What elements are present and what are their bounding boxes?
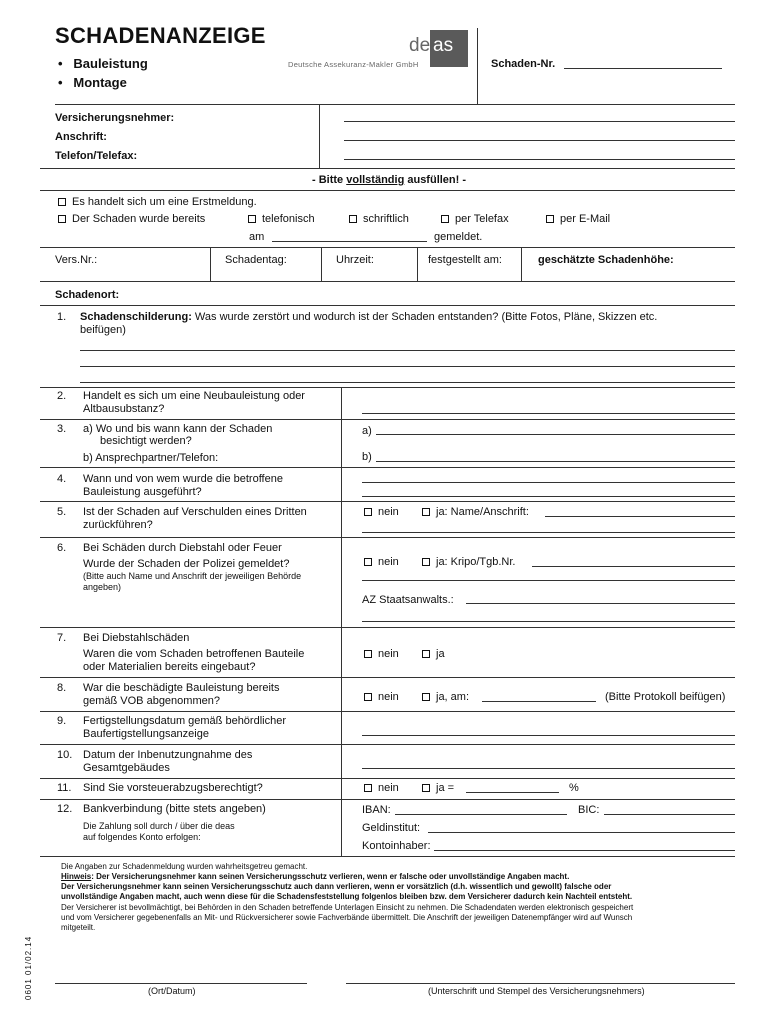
q5-anschrift-field[interactable] (362, 532, 735, 533)
q11-number: 11. (57, 782, 72, 794)
q3-number: 3. (57, 423, 67, 435)
q1-answer-line-2[interactable] (80, 366, 735, 367)
ausfuellen-banner: - Bitte vollständig ausfüllen! - (312, 174, 467, 186)
divider (40, 799, 735, 800)
q6-line-1: Bei Schäden durch Diebstahl oder Feuer (83, 542, 282, 554)
footer-hinweis: Hinweis: Der Versicherungsnehmer kann seinen Versicherungsschutz verlieren, wenn er falsche oder unvollständige Angaben macht. (61, 872, 570, 881)
checkbox-schriftlich[interactable]: schriftlich (349, 213, 409, 226)
q6-hint-2: angeben) (83, 582, 122, 592)
divider (40, 744, 735, 745)
divider (40, 677, 735, 678)
q5-line-1: Ist der Schaden auf Verschulden eines Dritten (83, 506, 307, 518)
q8-checkbox-ja[interactable]: ja, am: (422, 691, 469, 704)
checkbox-bereits-gemeldet[interactable]: Der Schaden wurde bereits (58, 213, 205, 226)
q2-line-2: Altbausubstanz? (83, 403, 165, 415)
q10-line-2: Gesamtgebäudes (83, 762, 170, 774)
q6-hint-1: (Bitte auch Name und Anschrift der jeweiligen Behörde (83, 571, 302, 581)
q11-percent-sign: % (569, 782, 579, 794)
q8-number: 8. (57, 682, 67, 694)
header-divider (477, 28, 478, 104)
checkbox-telefonisch[interactable]: telefonisch (248, 213, 315, 226)
bullet-montage: • Montage (58, 75, 127, 90)
schaden-nr-label: Schaden-Nr. (491, 58, 556, 70)
am-label: am (249, 231, 265, 243)
unterschrift-field[interactable] (346, 983, 735, 984)
anschrift-label: Anschrift: (55, 131, 107, 143)
divider (40, 387, 735, 388)
q1-number: 1. (57, 311, 67, 323)
q6-number: 6. (57, 542, 67, 554)
schadenort-label: Schadenort: (55, 289, 120, 301)
q5-checkbox-nein[interactable]: nein (364, 506, 399, 519)
iban-label: IBAN: (362, 804, 391, 816)
telefon-label: Telefon/Telefax: (55, 150, 138, 162)
versicherungsnehmer-label: Versicherungsnehmer: (55, 112, 175, 124)
q6-az-field[interactable] (466, 603, 735, 604)
q3-a-line-2: besichtigt werden? (100, 435, 192, 447)
q6-answer-line[interactable] (362, 580, 735, 581)
gemeldet-label: gemeldet. (434, 231, 483, 243)
q10-line-1: Datum der Inbenutzungnahme des (83, 749, 253, 761)
divider (40, 501, 735, 502)
ort-datum-field[interactable] (55, 983, 307, 984)
q8-abnahme-date-field[interactable] (482, 701, 596, 702)
versicherungsnehmer-field[interactable] (344, 121, 735, 122)
q4-line-2: Bauleistung ausgeführt? (83, 486, 202, 498)
q5-checkbox-ja[interactable]: ja: Name/Anschrift: (422, 506, 529, 519)
q11-line-1: Sind Sie vorsteuerabzugsberechtigt? (83, 782, 263, 794)
q8-line-1: War die beschädigte Bauleistung bereits (83, 682, 280, 694)
q9-line-2: Baufertigstellungsanzeige (83, 728, 209, 740)
q3-answer-a-field[interactable] (376, 434, 735, 435)
q6-kripo-field[interactable] (532, 566, 735, 567)
q8-line-2: gemäß VOB abgenommen? (83, 695, 220, 707)
divider (40, 168, 735, 169)
uhrzeit-label: Uhrzeit: (336, 254, 374, 266)
divider (40, 467, 735, 468)
divider (40, 305, 735, 306)
q9-number: 9. (57, 715, 67, 727)
divider (40, 537, 735, 538)
q9-answer-field[interactable] (362, 735, 735, 736)
iban-field[interactable] (395, 814, 567, 815)
checkbox-per-email[interactable]: per E-Mail (546, 213, 610, 226)
q12-line-1: Bankverbindung (bitte stets angeben) (83, 803, 266, 815)
footer-line-1: Die Angaben zur Schadenmeldung wurden wahrheitsgetreu gemacht. (61, 862, 308, 871)
logo-text-as: as (433, 35, 454, 56)
q11-checkbox-nein[interactable]: nein (364, 782, 399, 795)
q1-question-cont: beifügen) (80, 324, 126, 336)
divider (40, 627, 735, 628)
logo-text-de: de (409, 35, 431, 56)
kontoinhaber-label: Kontoinhaber: (362, 840, 431, 852)
divider (319, 104, 320, 168)
kontoinhaber-field[interactable] (434, 850, 735, 851)
q11-prozent-field[interactable] (466, 792, 559, 793)
divider (417, 247, 418, 281)
schaden-nr-field[interactable] (564, 68, 722, 69)
vers-nr-label: Vers.Nr.: (55, 254, 98, 266)
q4-answer-line-1[interactable] (362, 482, 735, 483)
divider (40, 419, 735, 420)
gemeldet-am-field[interactable] (272, 241, 427, 242)
q5-line-2: zurückführen? (83, 519, 153, 531)
q5-name-field[interactable] (545, 516, 735, 517)
divider (321, 247, 322, 281)
q7-checkbox-nein[interactable]: nein (364, 648, 399, 661)
divider (210, 247, 211, 281)
divider (521, 247, 522, 281)
form-title: SCHADENANZEIGE (55, 23, 266, 48)
q7-checkbox-ja[interactable]: ja (422, 648, 445, 661)
geldinstitut-field[interactable] (428, 832, 735, 833)
q11-checkbox-ja[interactable]: ja = (422, 782, 454, 795)
bic-field[interactable] (604, 814, 735, 815)
divider (40, 281, 735, 282)
column-divider (341, 387, 342, 856)
divider (40, 247, 735, 248)
footer-line-7: mitgeteilt. (61, 923, 96, 932)
q8-checkbox-nein[interactable]: nein (364, 691, 399, 704)
bic-label: BIC: (578, 804, 600, 816)
q6-checkbox-nein[interactable]: nein (364, 556, 399, 569)
q6-az-line-2[interactable] (362, 621, 735, 622)
divider (40, 711, 735, 712)
q3-b-label: b) Ansprechpartner/Telefon: (83, 452, 219, 464)
q12-hint-1: Die Zahlung soll durch / über die deas (83, 821, 235, 831)
q4-line-1: Wann und von wem wurde die betroffene (83, 473, 283, 485)
q3-answer-b-field[interactable] (376, 461, 735, 462)
footer-line-5: Der Versicherer ist bevollmächtigt, bei Behörden in den Schaden betreffende Unterlagen Einsicht zu nehmen. Die Schadendaten werden elektronisch gespeichert (61, 903, 634, 912)
q1-answer-line-3[interactable] (80, 382, 735, 383)
schadentag-label: Schadentag: (225, 254, 287, 266)
divider (40, 856, 735, 857)
q6-line-2: Wurde der Schaden der Polizei gemeldet? (83, 558, 290, 570)
bullet-bauleistung: • Bauleistung (58, 56, 148, 71)
q8-protokoll-hint: (Bitte Protokoll beifügen) (605, 691, 726, 703)
form-code: 0601 01/02.14 (24, 935, 33, 1000)
q7-line-1: Bei Diebstahlschäden (83, 632, 190, 644)
logo-subtitle: Deutsche Assekuranz-Makler GmbH (288, 60, 419, 69)
q6-az-label: AZ Staatsanwalts.: (362, 594, 454, 606)
q7-line-2: Waren die vom Schaden betroffenen Bauteile (83, 648, 305, 660)
q3-answer-a-label: a) (362, 425, 372, 437)
q7-line-3: oder Materialien bereits eingebaut? (83, 661, 256, 673)
q10-answer-field[interactable] (362, 768, 735, 769)
telefon-field[interactable] (344, 159, 735, 160)
q4-answer-line-2[interactable] (362, 496, 735, 497)
q9-line-1: Fertigstellungsdatum gemäß behördlicher (83, 715, 286, 727)
geldinstitut-label: Geldinstitut: (362, 822, 421, 834)
divider (40, 778, 735, 779)
q12-number: 12. (57, 803, 73, 815)
footer-line-3: Der Versicherungsnehmer kann seinen Versicherungsschutz auch dann verlieren, wenn er vorsätzlich (d.h. wissentlich und gewollt) falsche oder (61, 882, 612, 891)
schadenhoehe-label: geschätzte Schadenhöhe: (538, 254, 674, 266)
q4-number: 4. (57, 473, 67, 485)
footer-line-4: unvollständige Angaben macht, auch wenn diese für die Schadensfeststellung folgenlos bleiben bzw. dem Versicherer dadurch kein Nachteil entsteht. (61, 892, 633, 901)
checkbox-erstmeldung[interactable]: Es handelt sich um eine Erstmeldung. (58, 196, 257, 209)
ort-datum-label: (Ort/Datum) (148, 986, 196, 996)
divider (40, 190, 735, 191)
q7-number: 7. (57, 632, 67, 644)
q10-number: 10. (57, 749, 73, 761)
q6-checkbox-ja[interactable]: ja: Kripo/Tgb.Nr. (422, 556, 515, 569)
q5-number: 5. (57, 506, 67, 518)
q3-a-line-1: a) Wo und bis wann kann der Schaden (83, 423, 273, 435)
anschrift-field[interactable] (344, 140, 735, 141)
unterschrift-label: (Unterschrift und Stempel des Versicherungsnehmers) (428, 986, 645, 996)
q2-number: 2. (57, 390, 67, 402)
footer-line-6: und vom Versicherer gegebenenfalls an Mit- und Rückversicherer sowie Fachverbände übermittelt. Die Anschrift der jeweiligen Datenempfänger wird auf Wunsch (61, 913, 633, 922)
q2-line-1: Handelt es sich um eine Neubauleistung oder (83, 390, 305, 402)
checkbox-per-telefax[interactable]: per Telefax (441, 213, 509, 226)
q1-question: Schadenschilderung: Was wurde zerstört und wodurch ist der Schaden entstanden? (Bitte Fotos, Pläne, Skizzen etc. (80, 311, 658, 323)
q2-answer-field[interactable] (362, 413, 735, 414)
q12-hint-2: auf folgendes Konto erfolgen: (83, 832, 201, 842)
divider (55, 104, 735, 105)
q1-answer-line-1[interactable] (80, 350, 735, 351)
festgestellt-label: festgestellt am: (428, 254, 502, 266)
q3-answer-b-label: b) (362, 451, 372, 463)
